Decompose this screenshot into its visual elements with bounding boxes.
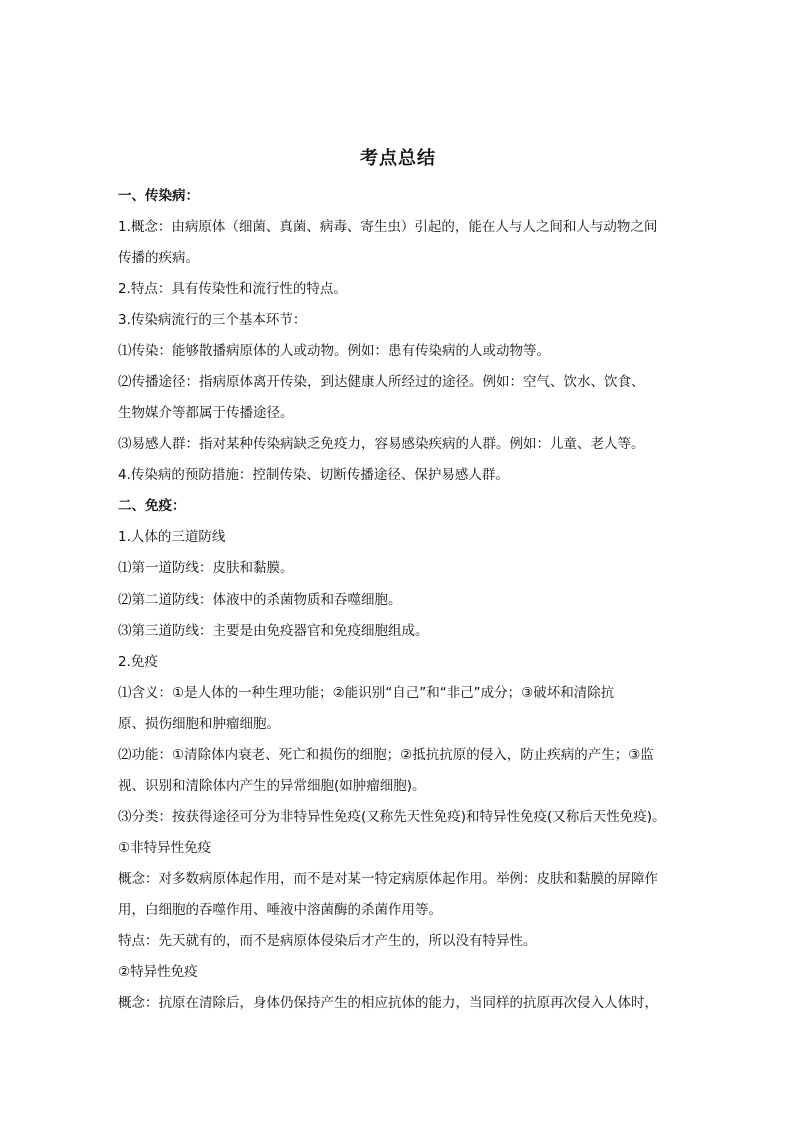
paragraph-line: 用，白细胞的吞噬作用、唾液中溶菌酶的杀菌作用等。 [118,902,442,918]
paragraph-line: ⑴第一道防线：皮肤和黏膜。 [118,560,294,576]
paragraph-line: 1.概念：由病原体（细菌、真菌、病毒、寄生虫）引起的，能在人与人之间和人与动物之间 [118,219,658,235]
page-title: 考点总结 [360,148,436,169]
paragraph-line: 4.传染病的预防措施：控制传染、切断传播途径、保护易感人群。 [118,467,509,483]
paragraph-line: ⑶第三道防线：主要是由免疫器官和免疫细胞组成。 [118,623,429,639]
paragraph-line: ⑶易感人群：指对某种传染病缺乏免疫力，容易感染疾病的人群。例如：儿童、老人等。 [118,436,645,452]
paragraph-line: 视、识别和清除体内产生的异常细胞(如肿瘤细胞)。 [118,778,426,794]
paragraph-line: ①非特异性免疫 [118,840,212,856]
paragraph-line: 原、损伤细胞和肿瘤细胞。 [118,716,280,732]
section-heading-immunity: 二、免疫： [118,498,186,514]
paragraph-line: ⑵第二道防线：体液中的杀菌物质和吞噬细胞。 [118,592,402,608]
paragraph-line: ⑵传播途径：指病原体离开传染，到达健康人所经过的途径。例如：空气、饮水、饮食、 [118,374,645,390]
paragraph-line: 2.特点：具有传染性和流行性的特点。 [118,281,347,297]
paragraph-line: ⑵功能：①清除体内衰老、死亡和损伤的细胞；②抵抗抗原的侵入，防止疾病的产生；③监 [118,747,654,763]
paragraph-line: 1.人体的三道防线 [118,529,226,545]
paragraph-line: ⑴含义：①是人体的一种生理功能；②能识别“自己”和“非己”成分；③破坏和清除抗 [118,685,615,701]
paragraph-line: 生物媒介等都属于传播途径。 [118,405,294,421]
paragraph-line: 概念：抗原在清除后，身体仍保持产生的相应抗体的能力，当同样的抗原再次侵入人体时， [118,995,658,1011]
paragraph-line: ②特异性免疫 [118,964,198,980]
section-heading-infectious-disease: 一、传染病： [118,188,199,204]
paragraph-line: ⑶分类：按获得途径可分为非特异性免疫(又称先天性免疫)和特异性免疫(又称后天性免疫)。 [118,809,666,825]
paragraph-line: 概念：对多数病原体起作用，而不是对某一特定病原体起作用。举例：皮肤和黏膜的屏障作 [118,871,658,887]
paragraph-line: 传播的疾病。 [118,250,199,266]
paragraph-line: ⑴传染：能够散播病原体的人或动物。例如：患有传染病的人或动物等。 [118,343,550,359]
paragraph-line: 2.免疫 [118,654,158,670]
paragraph-line: 特点：先天就有的，而不是病原体侵染后才产生的，所以没有特异性。 [118,933,537,949]
paragraph-line: 3.传染病流行的三个基本环节： [118,312,307,328]
